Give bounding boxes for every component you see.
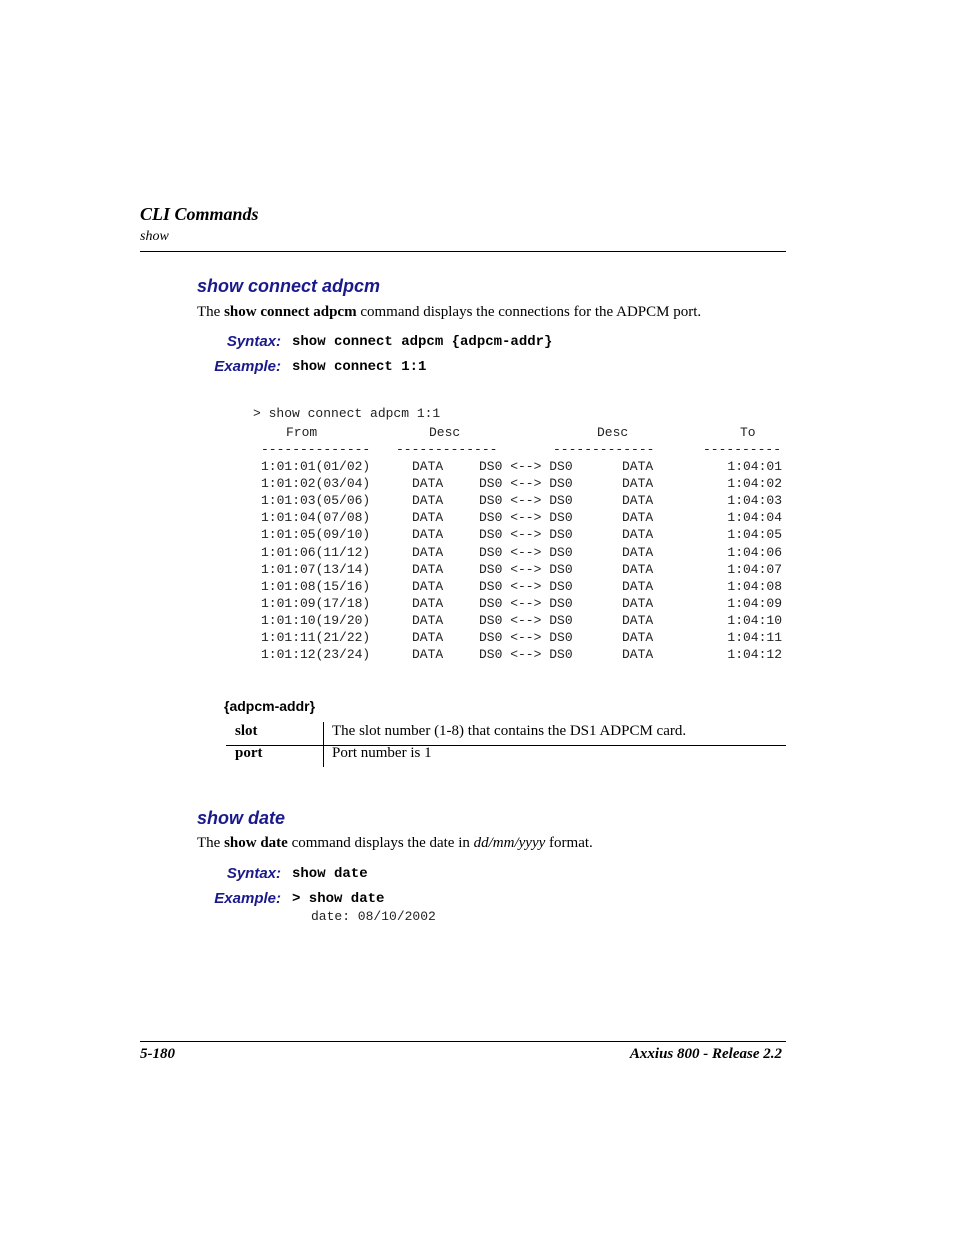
cell-from: 1:01:11(21/22): [261, 630, 371, 645]
chapter-title: CLI Commands: [140, 204, 259, 224]
cell-link: DS0 <--> DS0: [479, 493, 573, 509]
cell-link: DS0 <--> DS0: [479, 459, 573, 474]
example-label: Example:: [214, 890, 281, 907]
cell-from: 1:01:10(19/20): [261, 612, 371, 628]
section-description: [197, 304, 701, 321]
cell-desc: DATA: [412, 510, 444, 526]
column-divider: -------------: [553, 442, 655, 457]
cell-desc: DATA: [412, 476, 444, 492]
cell-from: 1:01:02(03/04): [261, 476, 371, 492]
syntax-command: show date: [292, 866, 368, 882]
page-number: 5-180: [140, 1046, 175, 1062]
cell-desc: DATA: [622, 578, 654, 594]
column-header-desc: Desc: [597, 425, 629, 440]
parameter-table-vertical-rule: [323, 722, 324, 767]
desc-text: format.: [545, 835, 593, 851]
cell-to: 1:04:02: [727, 476, 782, 492]
desc-command: show connect adpcm: [224, 304, 357, 320]
desc-format: dd/mm/yyyy: [473, 835, 546, 851]
cell-link: DS0 <--> DS0: [479, 476, 573, 492]
parameter-name-slot: slot: [235, 723, 258, 739]
syntax-label: Syntax:: [226, 865, 281, 882]
cell-desc: DATA: [622, 476, 654, 492]
cell-from: 1:01:08(15/16): [261, 578, 371, 594]
cell-from: 1:01:04(07/08): [261, 510, 371, 526]
cell-link: DS0 <--> DS0: [479, 561, 573, 577]
cell-desc: DATA: [622, 612, 654, 628]
cell-desc: DATA: [622, 527, 654, 543]
cell-desc: DATA: [622, 510, 654, 526]
cell-to: 1:04:05: [727, 527, 782, 543]
cell-from: 1:01:07(13/14): [261, 561, 371, 577]
parameter-table-divider: [226, 745, 786, 746]
cell-desc: DATA: [622, 561, 654, 577]
parameter-name-port: port: [235, 745, 263, 761]
cell-link: DS0 <--> DS0: [479, 647, 573, 663]
column-header-to: To: [740, 425, 756, 440]
cell-to: 1:04:11: [727, 630, 782, 645]
chapter-subtitle: show: [140, 229, 169, 244]
cell-desc: DATA: [622, 595, 654, 611]
example-command: show connect 1:1: [292, 359, 427, 375]
section-description: [197, 835, 593, 852]
syntax-label: Syntax:: [226, 333, 281, 350]
cell-from: 1:01:06(11/12): [261, 544, 371, 560]
cell-desc: DATA: [622, 630, 654, 645]
example-label: Example:: [214, 358, 281, 375]
cell-link: DS0 <--> DS0: [479, 595, 573, 611]
cell-from: 1:01:12(23/24): [261, 647, 371, 663]
cell-to: 1:04:08: [727, 578, 782, 594]
section-heading-show-date: show date: [197, 808, 286, 828]
cell-desc: DATA: [412, 527, 444, 543]
cell-desc: DATA: [412, 544, 444, 560]
example-output: date: 08/10/2002: [311, 909, 436, 924]
column-divider: ----------: [703, 442, 782, 457]
cell-link: DS0 <--> DS0: [479, 612, 573, 628]
desc-text: The: [197, 835, 225, 851]
cell-link: DS0 <--> DS0: [479, 578, 573, 594]
cell-desc: DATA: [412, 561, 444, 577]
product-release: Axxius 800 - Release 2.2: [629, 1046, 782, 1062]
cell-to: 1:04:06: [727, 544, 782, 560]
syntax-command: show connect adpcm {adpcm-addr}: [292, 334, 553, 350]
cell-desc: DATA: [412, 595, 444, 611]
cell-desc: DATA: [412, 459, 444, 474]
section-heading-show-connect-adpcm: show connect adpcm: [197, 276, 381, 296]
cell-to: 1:04:12: [727, 647, 782, 663]
parameter-title: {adpcm-addr}: [224, 698, 316, 714]
cell-from: 1:01:09(17/18): [261, 595, 371, 611]
example-command: > show date: [292, 891, 385, 907]
desc-text: command displays the connections for the ADPCM port.: [356, 304, 702, 320]
cell-to: 1:04:10: [727, 612, 782, 628]
cell-link: DS0 <--> DS0: [479, 630, 573, 645]
desc-text: command displays the date in: [287, 835, 474, 851]
column-divider: --------------: [261, 442, 371, 457]
footer-rule: [140, 1041, 786, 1042]
cell-to: 1:04:01: [727, 459, 782, 474]
parameter-desc-slot: The slot number (1-8) that contains the DS1 ADPCM card.: [332, 723, 687, 739]
parameter-desc-port: Port number is 1: [332, 745, 432, 761]
desc-text: The: [197, 304, 225, 320]
cell-desc: DATA: [622, 544, 654, 560]
cell-desc: DATA: [412, 612, 444, 628]
cell-to: 1:04:04: [727, 510, 782, 526]
cell-from: 1:01:03(05/06): [261, 493, 371, 509]
cell-from: 1:01:05(09/10): [261, 527, 371, 543]
cell-desc: DATA: [412, 578, 444, 594]
cell-desc: DATA: [622, 459, 654, 474]
cell-desc: DATA: [412, 630, 444, 645]
cell-from: 1:01:01(01/02): [261, 459, 371, 474]
header-rule: [140, 251, 786, 252]
cell-link: DS0 <--> DS0: [479, 527, 573, 543]
cell-desc: DATA: [412, 647, 444, 663]
desc-command: show date: [224, 835, 288, 851]
cell-to: 1:04:03: [727, 493, 782, 509]
column-divider: -------------: [396, 442, 498, 457]
column-header-desc: Desc: [429, 425, 461, 440]
cell-desc: DATA: [412, 493, 444, 509]
cell-to: 1:04:09: [727, 595, 782, 611]
code-prompt: > show connect adpcm 1:1: [253, 406, 441, 421]
cell-desc: DATA: [622, 647, 654, 663]
column-header-from: From: [286, 425, 318, 440]
cell-link: DS0 <--> DS0: [479, 544, 573, 560]
cell-to: 1:04:07: [727, 561, 782, 577]
cell-link: DS0 <--> DS0: [479, 510, 573, 526]
cell-desc: DATA: [622, 493, 654, 509]
